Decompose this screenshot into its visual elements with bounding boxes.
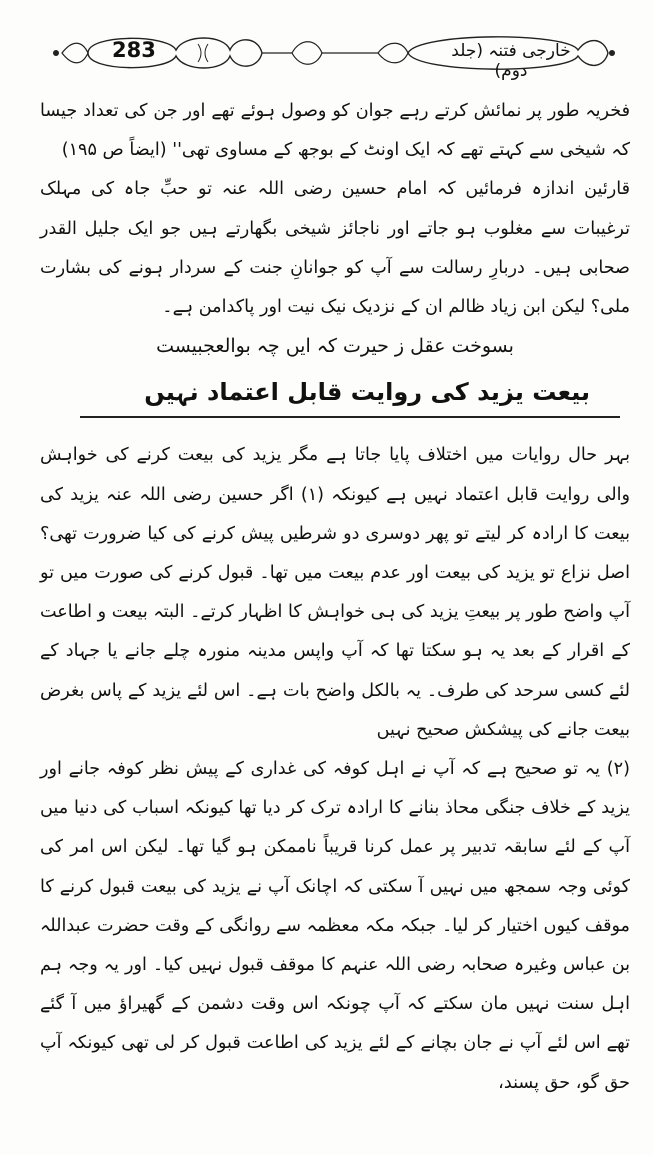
heading-underline — [80, 416, 620, 418]
running-title: خارجی فتنہ (جلد دوم) — [451, 41, 571, 81]
persian-verse: بسوخت عقل ز حیرت کہ ایں چہ بوالعجبیست — [156, 335, 514, 358]
paragraph: فخریہ طور پر نمائش کرتے رہے جوان کو وصول ہوئے تھے اور جن کی تعداد جیسا کہ شیخی سے کہتے تھے کہ ایک اونٹ کے بوجھ کے مساوی تھی'' (ایضاً ص ۱۹۵) — [40, 101, 630, 161]
page-header — [48, 28, 618, 81]
paragraph: بہر حال روایات میں اختلاف پایا جاتا ہے مگر یزید کی بیعت کرنے کی خواہش والی روایت قابل اعتماد نہیں ہے کیونکہ (۱) اگر حسین رضی اللہ عنہ یزید کی بیعت کا ارادہ کر لیتے تو پھر دوسری دو شرطیں پیش کرنے کی کیا ضرورت تھی؟ اصل نزاع تو یزید کی بیعت اور عدم بیعت میں تھا۔ قبول کرنے کی صورت میں تو آپ واضح طور پر بیعتِ یزید کی ہی خواہش کا اظہار کرتے۔ البتہ بیعت و اطاعت کے اقرار کے بعد یہ ہو سکتا تھا کہ آپ واپس مدینہ منورہ چلے جانے یا جہاد کے لئے کسی سرحد کی طرف۔ یہ بالکل واضح بات ہے۔ اس لئے یزید کے پاس بغرض بیعت جانے کی پیشکش صحیح نہیں — [40, 445, 630, 740]
page-body — [40, 92, 630, 1103]
paragraph: قارئین اندازہ فرمائیں کہ امام حسین رضی اللہ عنہ تو حبِّ جاہ کی مہلک ترغیبات سے مغلوب ہو جاتے اور ناجائز شیخی بگھارتے ہیں جو ایک جلیل القدر صحابی ہیں۔ دربارِ رسالت سے آپ کو جوانانِ جنت کے سردار ہونے کی بشارت ملی؟ لیکن ابن زیاد ظالم ان کے نزدیک نیک نیت اور پاکدامن ہے۔ — [40, 179, 630, 318]
page-number: 283 — [112, 38, 156, 62]
section-heading: بیعت یزید کی روایت قابل اعتماد نہیں — [144, 378, 590, 407]
paragraph: (۲) یہ تو صحیح ہے کہ آپ نے اہل کوفہ کی غداری کے پیش نظر کوفہ جانے اور یزید کے خلاف جنگی محاذ بنانے کا ارادہ ترک کر دیا تھا کیونکہ اسباب کی دنیا میں آپ کے لئے سابقہ تدبیر پر عمل کرنا قریباً ناممکن ہو گیا تھا۔ لیکن اس امر کی کوئی وجہ سمجھ میں نہیں آ سکتی کہ اچانک آپ نے یزید کی بیعت قبول کرنے کا موقف کیوں اختیار کر لیا۔ جبکہ مکہ معظمہ سے روانگی کے وقت حضرت عبداللہ بن عباس وغیرہ صحابہ رضی اللہ عنہم کا موقف قبول نہیں کیا۔ اور یہ وجہ ہم اہل سنت نہیں مان سکتے کہ آپ چونکہ اس وقت دشمن کے گھیراؤ میں آ گئے تھے اس لئے آپ نے جان بچانے کے لئے یزید کی اطاعت قبول کر لی تھی کیونکہ آپ حق گو، حق پسند، — [40, 759, 630, 1093]
section-heading-block — [40, 370, 630, 420]
